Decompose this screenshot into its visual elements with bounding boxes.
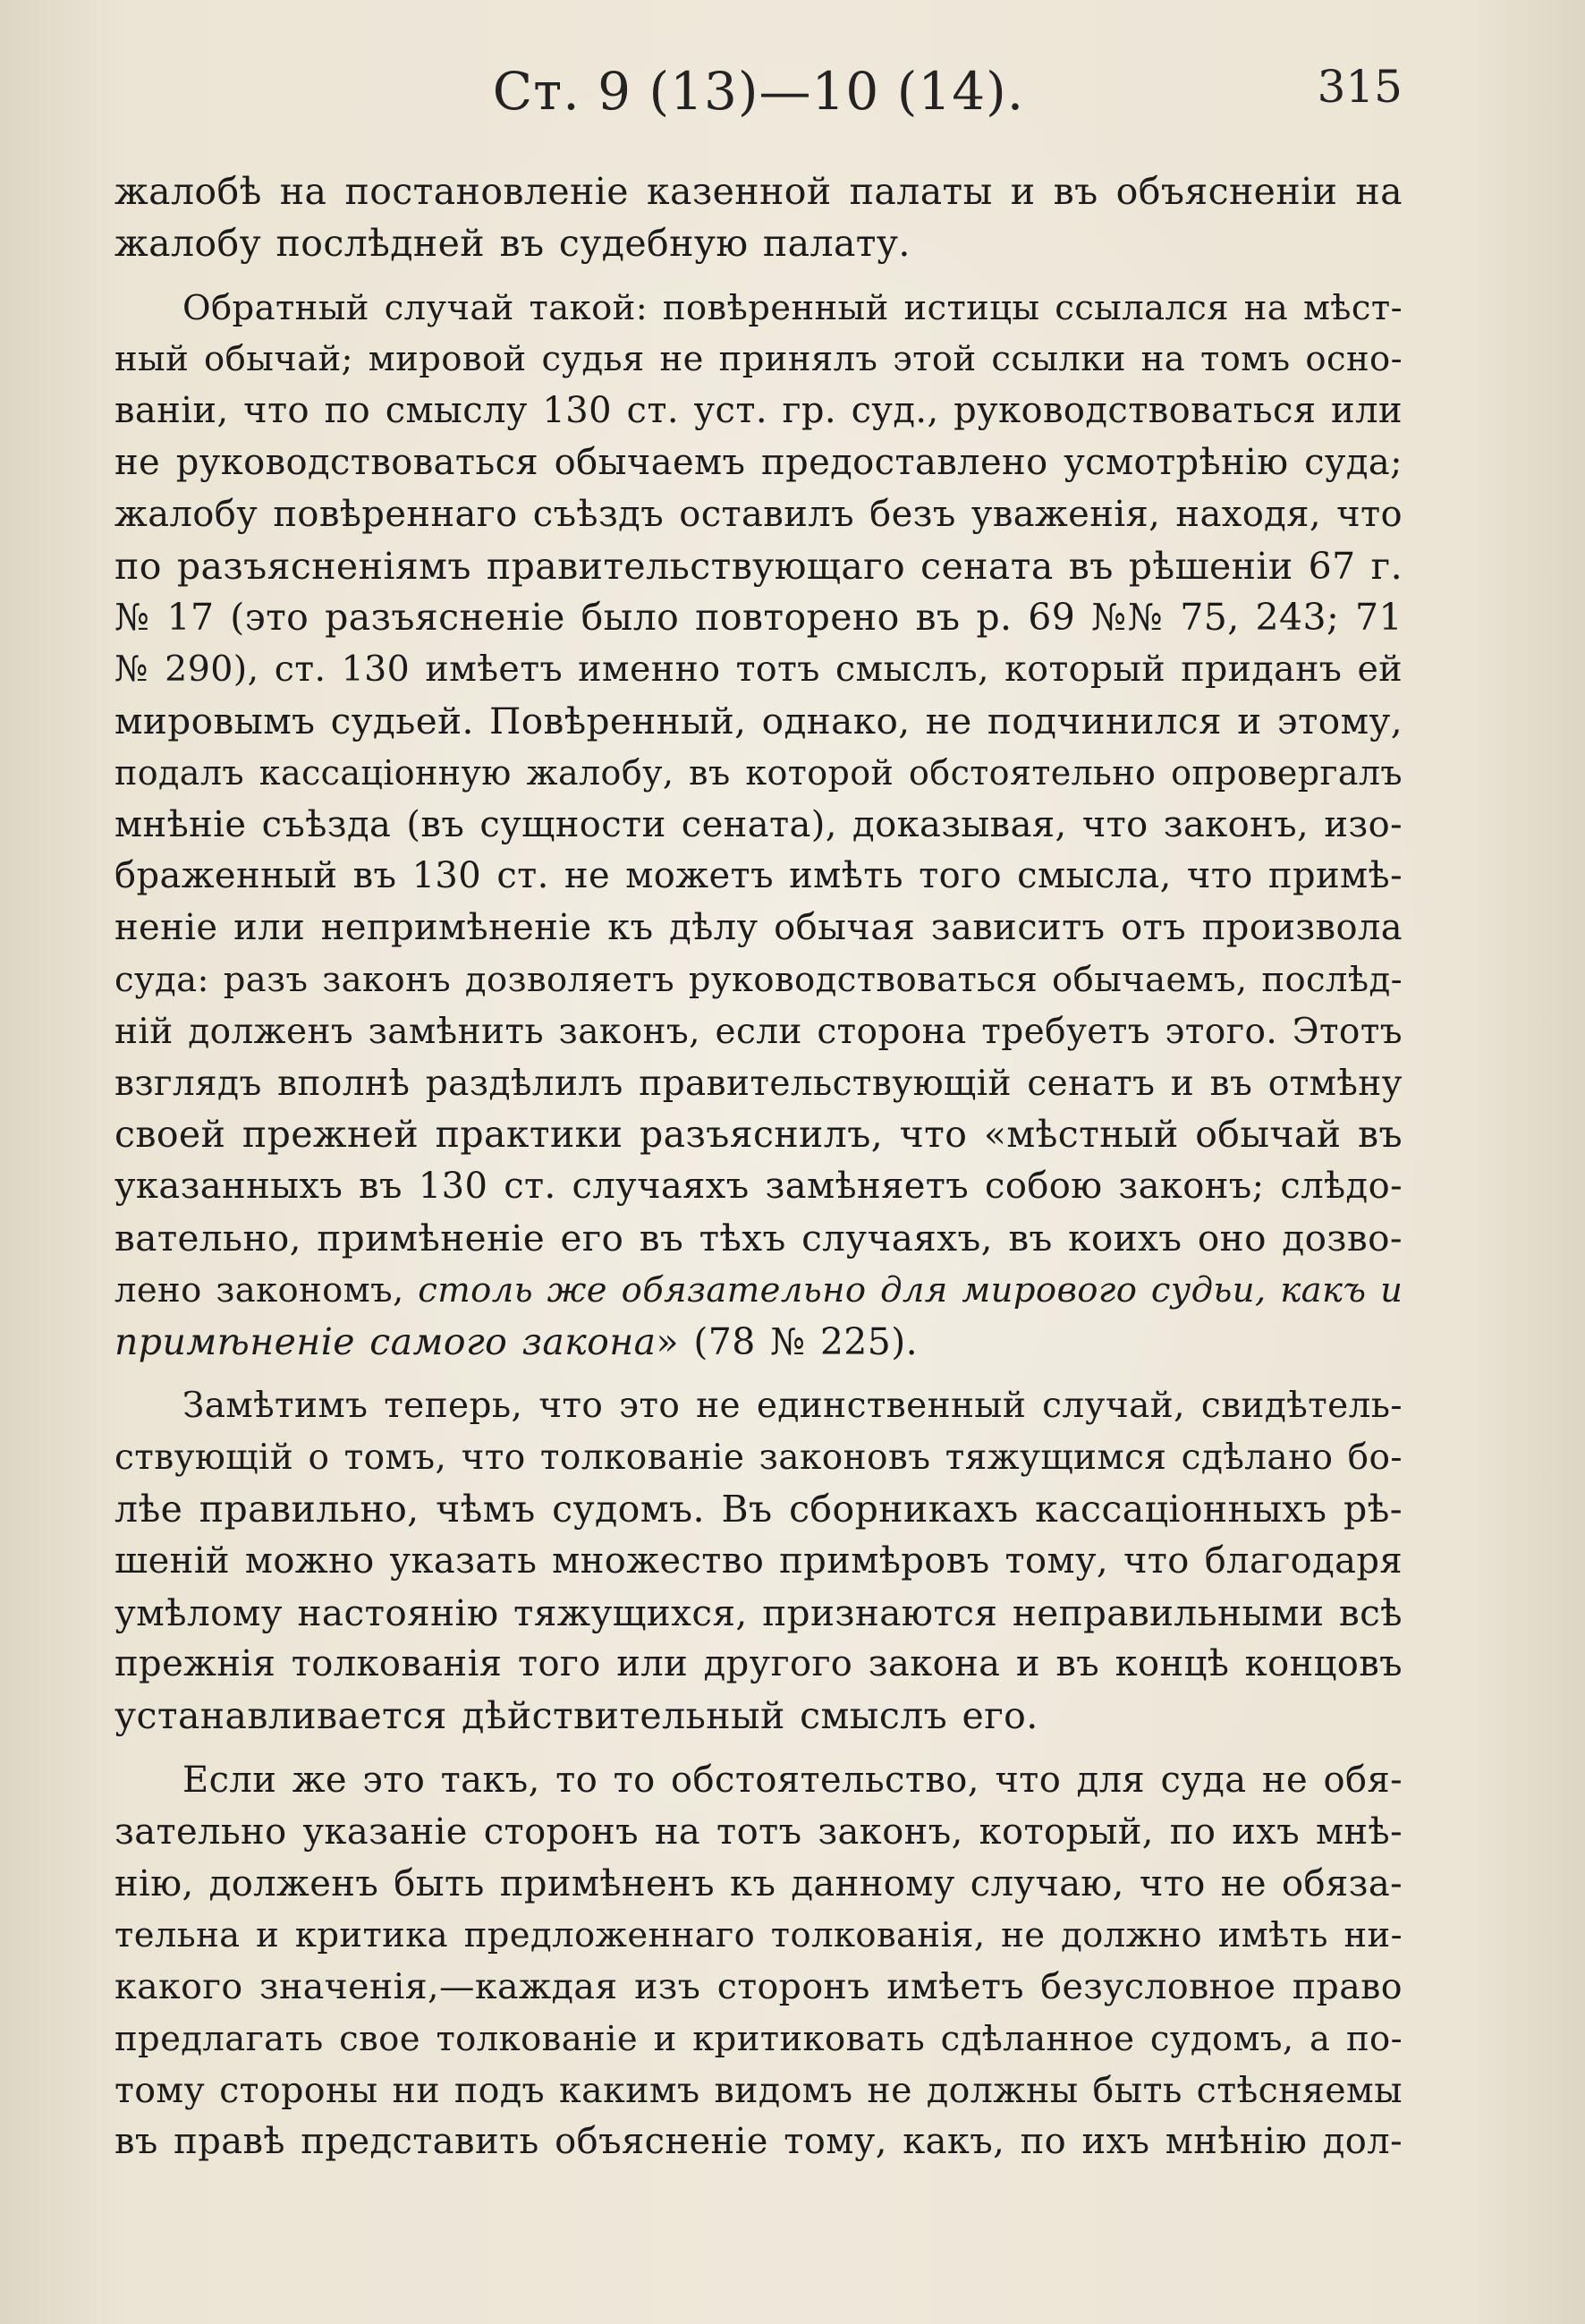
text-line: вательно, примѣненіе его въ тѣхъ случаяхъ, въ коихъ оно дозво- — [114, 1216, 1403, 1260]
text-line: нію, долженъ быть примѣненъ къ данному случаю, что не обяза- — [114, 1862, 1403, 1904]
italic-quote: примѣненіе самого закона — [114, 1319, 657, 1363]
text-line — [114, 1317, 1403, 1369]
text-run: лено закономъ, — [114, 1269, 419, 1310]
text-line: въ правѣ представить объясненіе тому, какъ, по ихъ мнѣнію дол- — [114, 2121, 1403, 2163]
running-header — [114, 61, 1403, 141]
text-line: № 290), ст. 130 имѣетъ именно тотъ смыслъ, который приданъ ей — [114, 649, 1403, 691]
text-line: Обратный случай такой: повѣренный истицы ссылался на мѣст- — [182, 287, 1403, 328]
text-line: какого значенія,—каждая изъ сторонъ имѣетъ безусловное право — [114, 1966, 1403, 2008]
text-line: по разъясненіямъ правительствующаго сената въ рѣшеніи 67 г. — [114, 544, 1403, 588]
text-line: взглядъ вполнѣ раздѣлилъ правительствующій сенатъ и въ отмѣну — [114, 1063, 1403, 1104]
citation: » (78 № 225). — [656, 1319, 919, 1363]
page-number: 315 — [1317, 61, 1403, 113]
running-title: Ст. 9 (13)—10 (14). — [492, 61, 1025, 122]
text-line: жалобу послѣдней въ судебную палату. — [114, 221, 911, 265]
text-line: жалобѣ на постановленіе казенной палаты и въ объясненіи на — [114, 170, 1403, 213]
paragraph-3 — [114, 1380, 1403, 1743]
body-text — [114, 166, 1403, 2181]
text-line: мировымъ судьей. Повѣренный, однако, не подчинился и этому, — [114, 699, 1403, 742]
text-line: суда: разъ законъ дозволяетъ руководствоваться обычаемъ, послѣд- — [114, 959, 1403, 1000]
text-line: ствующій о томъ, что толкованіе законовъ тяжущимся сдѣлано бо- — [114, 1438, 1403, 1479]
text-line — [114, 1265, 1403, 1317]
text-line: шеній можно указать множество примѣровъ тому, что благодаря — [114, 1539, 1403, 1582]
paragraph-4 — [114, 1755, 1403, 2168]
paragraph-2 — [114, 283, 1403, 1369]
text-line: указанныхъ въ 130 ст. случаяхъ замѣняетъ собою законъ; слѣдо- — [114, 1166, 1403, 1208]
text-line: ваніи, что по смыслу 130 ст. уст. гр. суд., руководствоваться или — [114, 390, 1403, 432]
text-line: № 17 (это разъясненіе было повторено въ р. 69 №№ 75, 243; 71 — [114, 596, 1403, 640]
text-line: предлагать свое толкованіе и критиковать сдѣланное судомъ, а по- — [114, 2018, 1403, 2059]
text-line: ній долженъ замѣнить законъ, если сторона требуетъ этого. Этотъ — [114, 1011, 1403, 1052]
text-line: зательно указаніе сторонъ на тотъ законъ, который, по ихъ мнѣ- — [114, 1811, 1403, 1853]
text-line: тельна и критика предложеннаго толкованія, не должно имѣть ни- — [114, 1915, 1403, 1956]
text-line: Если же это такъ, то то обстоятельство, что для суда не обя- — [182, 1759, 1403, 1801]
text-line: своей прежней практики разъяснилъ, что «мѣстный обычай въ — [114, 1113, 1403, 1157]
text-line: подалъ кассаціонную жалобу, въ которой обстоятельно опровергалъ — [114, 752, 1403, 793]
paragraph-1 — [114, 166, 1403, 270]
italic-quote: столь же обязательно для мирового судьи, какъ и — [418, 1269, 1403, 1310]
text-line: устанавливается дѣйствительный смыслъ его. — [114, 1694, 1038, 1738]
text-line: Замѣтимъ теперь, что это не единственный случай, свидѣтель- — [182, 1386, 1403, 1427]
text-line: мнѣніе съѣзда (въ сущности сената), доказывая, что законъ, изо- — [114, 803, 1403, 845]
text-line: умѣлому настоянію тяжущихся, признаются неправильными всѣ — [114, 1590, 1403, 1634]
text-line: прежнія толкованія того или другого закона и въ концѣ концовъ — [114, 1643, 1403, 1685]
text-line: жалобу повѣреннаго съѣздъ оставилъ безъ уваженія, находя, что — [114, 493, 1403, 535]
text-line: браженный въ 130 ст. не можетъ имѣть того смысла, что примѣ- — [114, 855, 1403, 897]
text-line: не руководствоваться обычаемъ предоставлено усмотрѣнію суда; — [114, 441, 1403, 483]
text-line: тому стороны ни подъ какимъ видомъ не должны быть стѣсняемы — [114, 2069, 1403, 2111]
text-line: неніе или непримѣненіе къ дѣлу обычая зависитъ отъ произвола — [114, 907, 1403, 949]
text-line: лѣе правильно, чѣмъ судомъ. Въ сборникахъ кассаціонныхъ рѣ- — [114, 1487, 1403, 1531]
text-line: ный обычай; мировой судья не принялъ этой ссылки на томъ осно- — [114, 339, 1403, 380]
